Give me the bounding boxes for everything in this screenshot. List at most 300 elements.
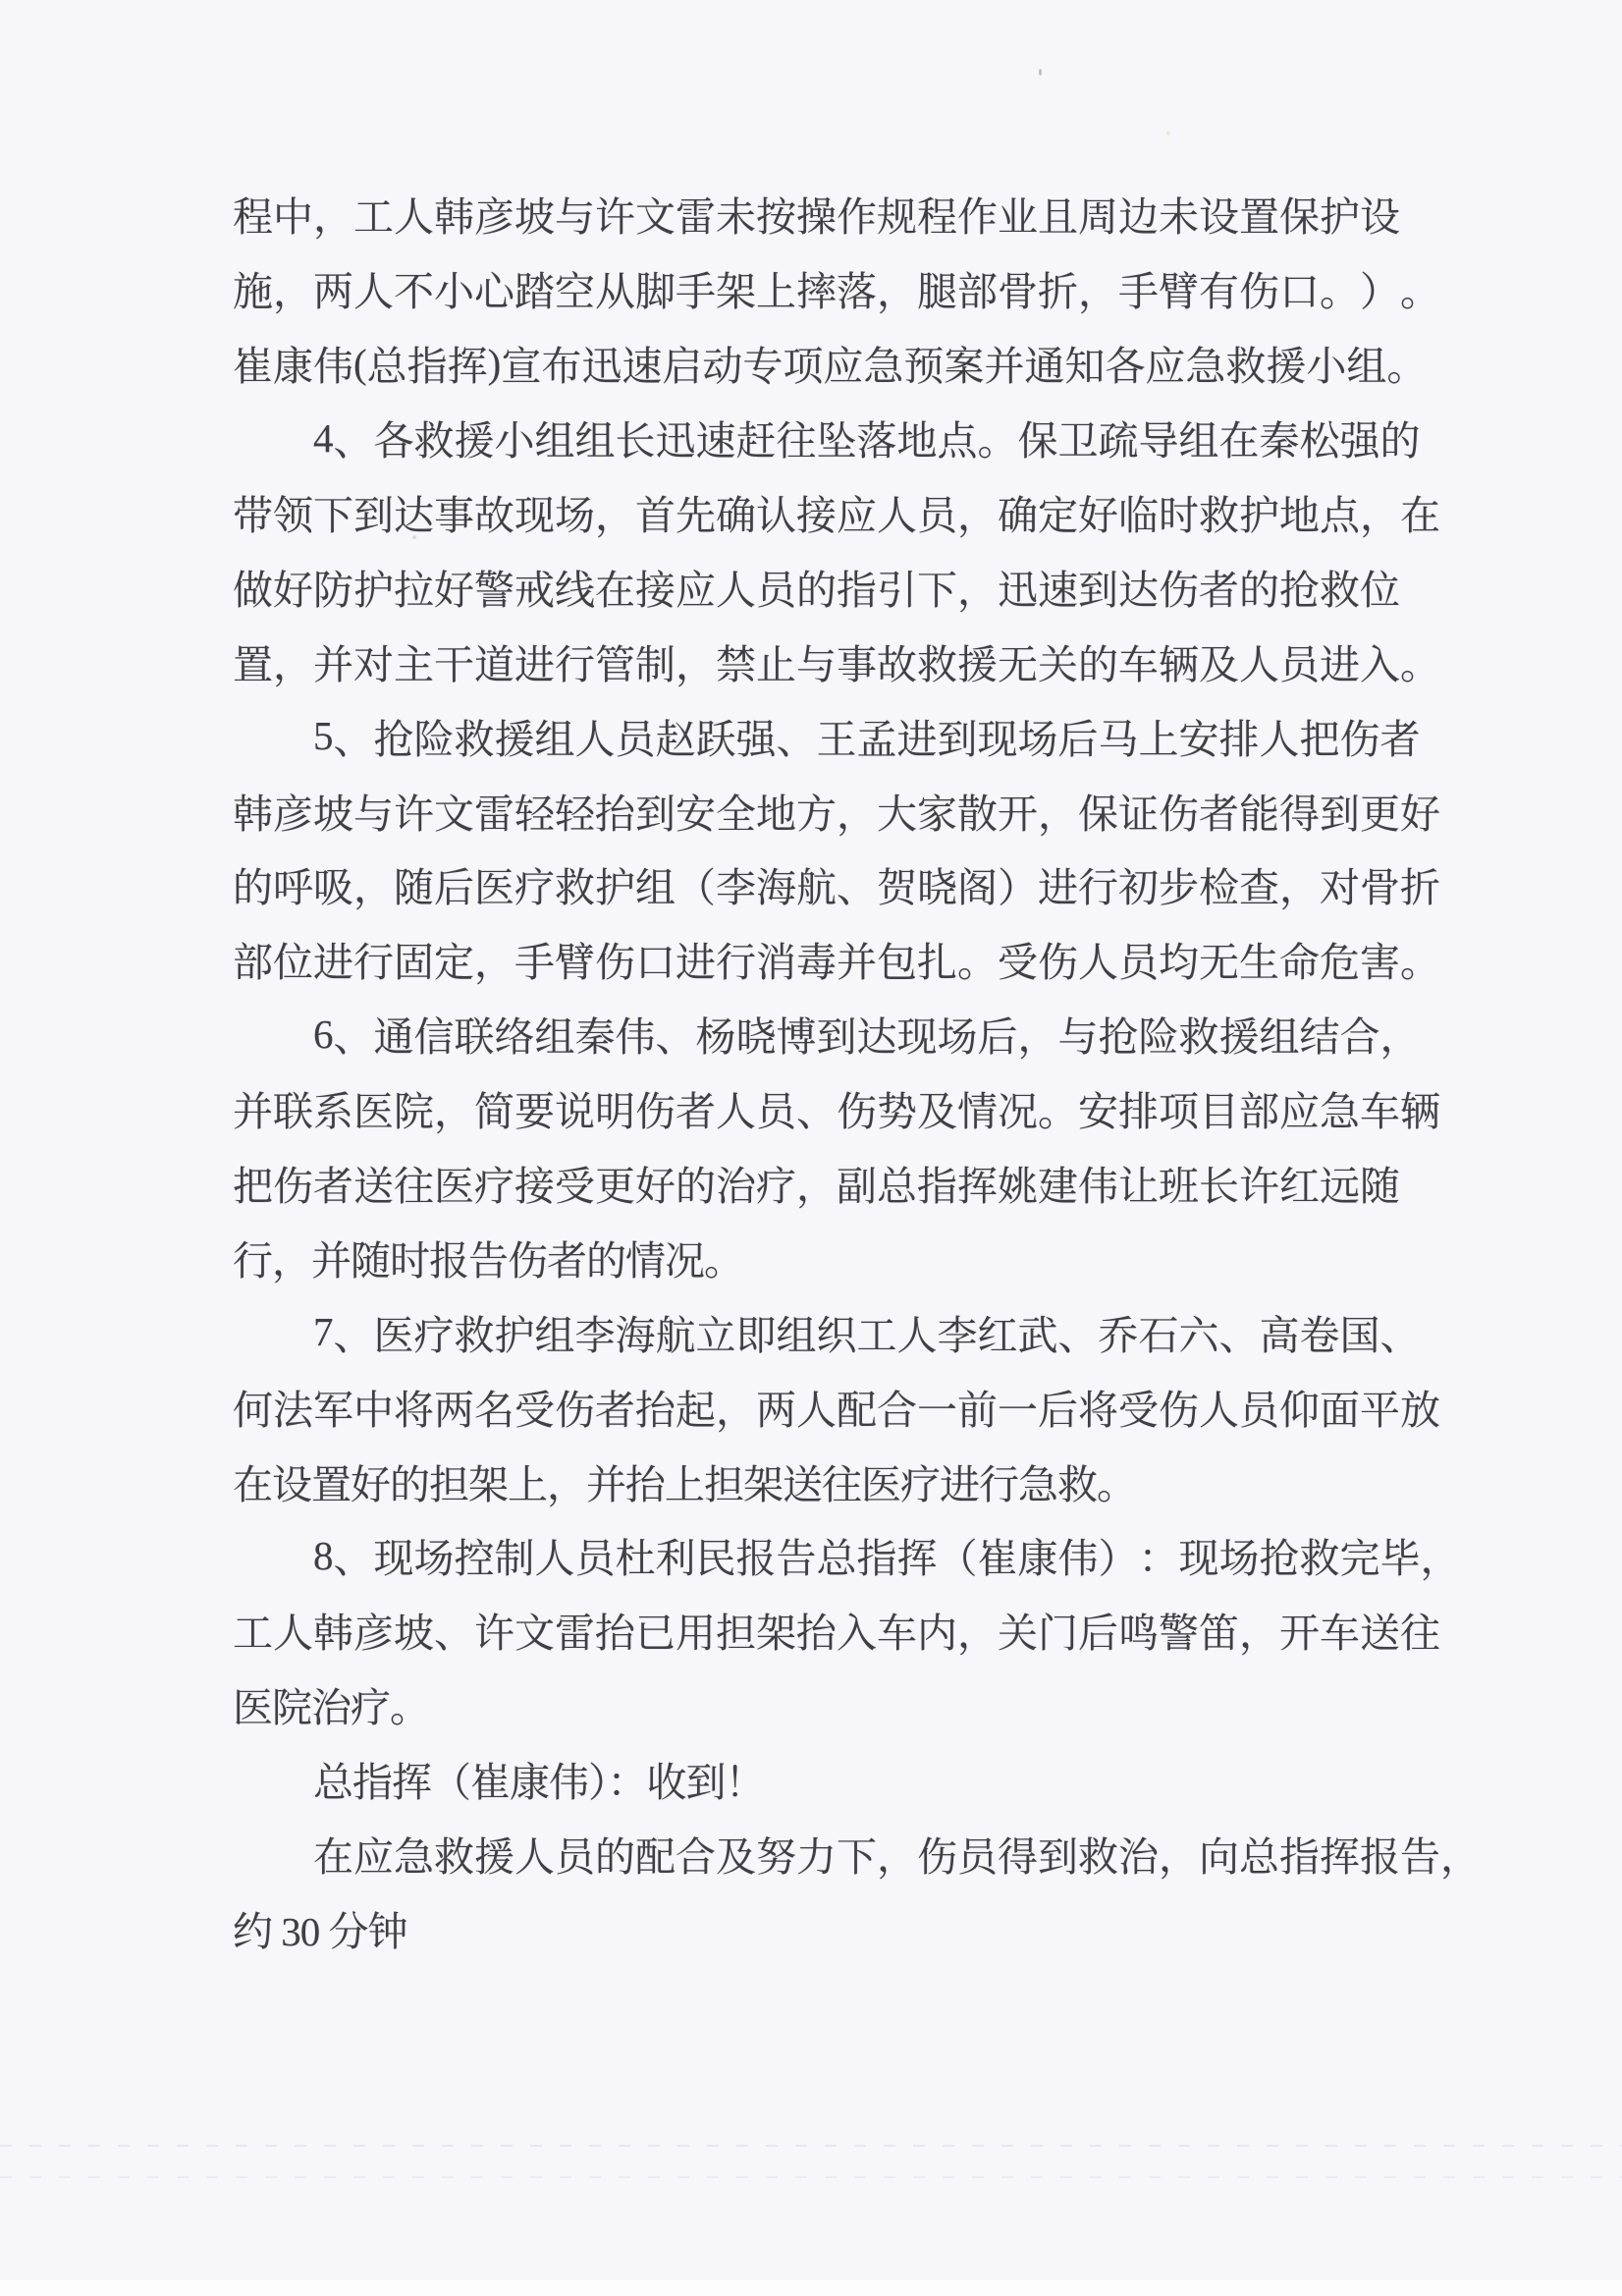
text-char: 现 (373, 1536, 414, 1582)
text-char: 到 (937, 716, 978, 762)
text-char: 警 (1159, 1611, 1199, 1657)
text-char: 救 (1320, 567, 1360, 613)
text-char: 者 (595, 1387, 635, 1433)
text-char: 者 (1199, 567, 1239, 613)
text-char: （ (937, 1536, 978, 1582)
text-char: 杜 (615, 1536, 656, 1582)
text-char: 通 (1024, 344, 1065, 390)
text-char: 与 (555, 194, 595, 241)
text-char: 后 (434, 865, 474, 911)
text-char: 步 (1159, 865, 1199, 911)
text-char: 韩 (434, 194, 474, 241)
text-char: 全 (716, 791, 756, 837)
text-char: 军 (313, 1387, 353, 1433)
text-char: ， (877, 1834, 917, 1881)
scan-edge-strip (0, 2280, 1622, 2296)
text-char: 合 (676, 1834, 716, 1881)
text-char: 明 (595, 1089, 635, 1135)
text-char: 向 (1199, 1834, 1239, 1881)
text-char: 韩 (313, 1611, 353, 1657)
text-line: 行，并随时报告伤者的情况。 (233, 1237, 743, 1284)
text-char: 控 (454, 1536, 495, 1582)
text-char: 康 (273, 344, 313, 390)
text-char: 航 (796, 865, 837, 911)
text-char: 迅 (655, 418, 696, 465)
text-line (233, 475, 1440, 550)
text-char: 进 (514, 641, 555, 687)
text-char: ) (487, 340, 502, 386)
text-char: 文 (514, 1611, 555, 1657)
text-char: 抬 (595, 1611, 635, 1657)
text-char: ， (1420, 1536, 1461, 1582)
text-char: 抢 (1259, 1536, 1300, 1582)
text-char: 援 (454, 418, 495, 465)
text-line: 在设置好的担架上，并抬上担架送往医疗进行急救。 (233, 1461, 1136, 1507)
text-char: 下 (313, 493, 353, 538)
text-char: 、 (796, 1089, 837, 1135)
text-char: （ (676, 865, 716, 911)
text-char: 安 (1178, 716, 1219, 762)
text-char: 部 (957, 269, 998, 315)
text-char: 系 (313, 1089, 353, 1135)
text-char: 笛 (1199, 1611, 1239, 1657)
text-char: 专 (742, 344, 784, 390)
text-char: 指 (406, 344, 448, 390)
text-char: 场 (1218, 1536, 1260, 1582)
text-line (313, 1817, 1481, 1891)
text-char: 手 (1118, 269, 1159, 315)
text-char: 先 (676, 493, 716, 538)
text-char: 辆 (1400, 1089, 1440, 1135)
text-char: 疏 (1098, 418, 1139, 465)
text-char: 伤 (1339, 716, 1380, 762)
text-char: 伤 (273, 1164, 313, 1210)
text-char: 现 (1178, 1536, 1219, 1582)
text-char: 部 (233, 940, 273, 986)
text-char: 织 (816, 1312, 857, 1358)
text-char: 到 (353, 493, 394, 538)
text-char: 落 (856, 418, 897, 465)
scan-speck (1166, 131, 1170, 136)
text-char: 首 (635, 493, 676, 538)
text-char: 者 (1379, 716, 1421, 762)
text-char: ） (998, 865, 1038, 911)
text-char: 赵 (655, 716, 696, 762)
text-char: 一 (998, 1387, 1038, 1433)
text-char: 组 (534, 1312, 575, 1358)
text-char: 法 (273, 1387, 313, 1433)
text-char: 领 (273, 493, 313, 538)
text-char: 救 (454, 1312, 495, 1358)
text-char: 受 (1118, 1387, 1159, 1433)
text-char: 伟 (313, 344, 353, 390)
text-char: 止 (756, 641, 796, 687)
text-char: 入 (1360, 641, 1400, 687)
text-char: 程 (233, 194, 273, 241)
text-char: 、 (1379, 1312, 1421, 1358)
text-char: 。 (1386, 344, 1428, 390)
text-char: 与 (796, 641, 837, 687)
text-char: 地 (756, 791, 796, 837)
text-char: 已 (635, 1611, 676, 1657)
text-char: 包 (877, 940, 917, 986)
text-char: 安 (676, 791, 716, 837)
text-char: 达 (856, 1014, 897, 1061)
text-char: ， (957, 493, 998, 538)
text-char: 远 (1320, 1164, 1360, 1210)
text-char: 地 (1279, 493, 1320, 538)
text-char: 组 (534, 1014, 575, 1061)
text-char: 后 (1057, 716, 1099, 762)
text-char: 强 (735, 716, 777, 762)
text-char: 行 (555, 641, 595, 687)
text-char: 到 (816, 1014, 857, 1061)
text-char: 各 (1105, 344, 1146, 390)
text-char: ， (796, 1164, 837, 1210)
text-line (313, 997, 1421, 1071)
text-char: 好 (635, 1164, 676, 1210)
text-char: 总 (1239, 1834, 1279, 1881)
text-char: 伤 (1159, 791, 1199, 837)
text-char: 从 (595, 269, 635, 315)
text-char: 组 (635, 865, 676, 911)
text-line (233, 773, 1440, 847)
text-char: 作 (837, 194, 877, 241)
text-char: 秦 (574, 1014, 616, 1061)
text-char: ， (1078, 269, 1118, 315)
text-char: ， (273, 641, 313, 687)
text-char: 许 (474, 1611, 514, 1657)
text-char: 踏 (514, 269, 555, 315)
text-char: 无 (998, 641, 1038, 687)
text-char: 往 (394, 1164, 434, 1210)
text-char: 拉 (394, 567, 434, 613)
text-char: 设 (1360, 194, 1400, 241)
text-char: 及 (917, 1089, 957, 1135)
text-char: 随 (394, 865, 434, 911)
text-char: 接 (796, 493, 837, 538)
text-char: 工 (856, 1312, 897, 1358)
text-char: 不 (394, 269, 434, 315)
text-char: 医 (373, 1312, 414, 1358)
text-char: 毒 (796, 940, 837, 986)
text-char: 车 (1320, 1611, 1360, 1657)
scan-artifact-line (0, 2176, 1622, 2178)
text-char: 总 (877, 1164, 917, 1210)
text-char: 确 (998, 493, 1038, 538)
text-char: 事 (837, 641, 877, 687)
text-char: 场 (555, 493, 595, 538)
text-char: 博 (776, 1014, 817, 1061)
text-char: 组 (1259, 1014, 1300, 1061)
text-char: 大 (877, 791, 917, 837)
text-char: 接 (635, 567, 676, 613)
text-char: ， (1360, 493, 1400, 538)
text-char: 挥 (896, 1536, 938, 1582)
text-char: 认 (756, 493, 796, 538)
text-char: 起 (676, 1387, 716, 1433)
text-char: 、 (1057, 1312, 1099, 1358)
text-char: 员 (1118, 940, 1159, 986)
text-char: 均 (1159, 940, 1199, 986)
text-char: 乔 (1098, 1312, 1139, 1358)
text-char: 将 (1078, 1387, 1118, 1433)
text-char: 马 (1098, 716, 1139, 762)
text-char: ， (1239, 1611, 1279, 1657)
text-char: 报 (735, 1536, 777, 1582)
text-char: 卷 (1299, 1312, 1340, 1358)
text-char: 伤 (555, 1387, 595, 1433)
text-char: 预 (903, 344, 945, 390)
text-char: 、 (333, 716, 374, 762)
text-char: 、 (776, 716, 817, 762)
text-char: 人 (1259, 716, 1300, 762)
text-char: 6 (313, 1011, 334, 1057)
text-char: 康 (1017, 1536, 1058, 1582)
text-char: 及 (716, 1834, 756, 1881)
text-char: 李 (716, 865, 756, 911)
text-char: 总 (816, 1536, 857, 1582)
text-char: 主 (394, 641, 434, 687)
text-char: 组 (574, 418, 616, 465)
text-line: 约 30 分钟 (233, 1908, 407, 1954)
text-char: 对 (353, 641, 394, 687)
text-char: 伟 (1078, 1164, 1118, 1210)
text-char: 送 (1360, 1611, 1400, 1657)
text-char: 命 (1279, 940, 1320, 986)
text-char: 秦 (1259, 418, 1300, 465)
text-char: 晓 (917, 865, 957, 911)
text-char: 小 (494, 418, 535, 465)
text-char: 故 (877, 641, 917, 687)
text-char: 应 (1279, 1089, 1320, 1135)
text-char: 确 (716, 493, 756, 538)
text-char: 口 (1279, 269, 1320, 315)
text-char: 点 (937, 418, 978, 465)
text-char: 更 (1360, 791, 1400, 837)
text-char: 援 (1266, 344, 1307, 390)
text-char: 姚 (998, 1164, 1038, 1210)
text-char: 场 (413, 1536, 455, 1582)
text-char: 架 (756, 1611, 796, 1657)
text-char: 辆 (1159, 641, 1199, 687)
text-char: 阁 (957, 865, 998, 911)
text-char: 石 (1138, 1312, 1179, 1358)
text-char: 与 (1057, 1014, 1099, 1061)
text-char: 的 (233, 865, 273, 911)
text-char: 施 (233, 269, 273, 315)
text-char: 合 (1339, 1014, 1380, 1061)
text-char: 。 (1400, 940, 1440, 986)
text-char: 两 (313, 269, 353, 315)
text-char: 力 (796, 1834, 837, 1881)
text-char: 带 (233, 493, 273, 538)
text-char: 4 (313, 414, 334, 461)
text-char: 排 (1118, 1089, 1159, 1135)
text-char: 毕 (1379, 1536, 1421, 1582)
text-char: 努 (756, 1834, 796, 1881)
text-line (233, 1369, 1440, 1444)
text-char: 防 (313, 567, 353, 613)
text-char: 者 (313, 1164, 353, 1210)
text-char: 更 (595, 1164, 635, 1210)
text-char: 抬 (635, 1387, 676, 1433)
scan-artifact-line (0, 2145, 1622, 2147)
text-char: ( (353, 340, 367, 386)
text-char: 员 (574, 1536, 616, 1582)
text-char: 工 (353, 194, 394, 241)
text-char: 8 (313, 1532, 334, 1578)
text-char: 、 (655, 1014, 696, 1061)
text-char: 受 (555, 1164, 595, 1210)
text-char: 送 (353, 1164, 394, 1210)
text-char: 现 (977, 716, 1018, 762)
text-char: ， (1017, 1014, 1058, 1061)
text-char: 险 (1138, 1014, 1179, 1061)
text-char: 彦 (353, 1611, 394, 1657)
text-char: 护 (494, 1312, 535, 1358)
text-char: 及 (1199, 641, 1239, 687)
text-char: 员 (615, 716, 656, 762)
text-char: 国 (1339, 1312, 1380, 1358)
text-line (313, 1518, 1461, 1593)
text-char: 崔 (977, 1536, 1018, 1582)
text-char: 的 (676, 1164, 716, 1210)
text-char: 杨 (695, 1014, 736, 1061)
text-line: 医院治疗。 (233, 1685, 429, 1731)
text-char: 武 (1017, 1312, 1058, 1358)
text-char: 人 (394, 194, 434, 241)
text-char: ， (1159, 1834, 1199, 1881)
text-line (233, 1146, 1400, 1221)
text-char: 接 (514, 1164, 555, 1210)
text-char: 救 (1199, 493, 1239, 538)
text-char: 伤 (635, 1089, 676, 1135)
text-char: 人 (574, 716, 616, 762)
text-char: 臂 (555, 940, 595, 986)
text-char: 援 (957, 641, 998, 687)
text-char: 车 (1360, 1089, 1400, 1135)
text-char: 海 (756, 865, 796, 911)
text-char: 抬 (796, 1611, 837, 1657)
text-line (233, 1593, 1440, 1667)
text-char: 长 (615, 418, 656, 465)
text-char: 在 (595, 567, 635, 613)
text-char: 。 (1320, 269, 1360, 315)
text-char: 固 (394, 940, 434, 986)
text-char: 晓 (735, 1014, 777, 1061)
text-char: 放 (1400, 1387, 1440, 1433)
text-char: 救 (1299, 1536, 1340, 1582)
text-char: 散 (957, 791, 998, 837)
scan-speck (412, 535, 416, 539)
text-char: 各 (373, 418, 414, 465)
text-char: ， (837, 791, 877, 837)
text-char: 内 (917, 1611, 957, 1657)
text-char: 5 (313, 713, 334, 759)
text-char: 救 (1178, 1014, 1219, 1061)
text-char: 案 (944, 344, 985, 390)
text-char: 得 (998, 1834, 1038, 1881)
text-char: 仰 (1279, 1387, 1320, 1433)
text-char: 安 (1078, 1089, 1118, 1135)
text-char: 配 (837, 1387, 877, 1433)
text-char: 折 (1038, 269, 1078, 315)
text-char: 班 (1159, 1164, 1199, 1210)
text-char: ， (676, 641, 716, 687)
text-line (233, 847, 1440, 922)
text-char: 员 (917, 493, 957, 538)
text-char: 组 (534, 716, 575, 762)
text-char: 救 (413, 418, 455, 465)
text-char: 络 (494, 1014, 535, 1061)
text-char: 点 (1320, 493, 1360, 538)
text-char: 伤 (1159, 1387, 1199, 1433)
text-char: 上 (1138, 716, 1179, 762)
text-char: 利 (655, 1536, 696, 1582)
text-char: 的 (595, 1834, 635, 1881)
text-char: 时 (1159, 493, 1199, 538)
text-char: 医 (434, 1164, 474, 1210)
text-char: 疗 (413, 1312, 455, 1358)
text-char: 疗 (474, 1164, 514, 1210)
text-char: 急 (394, 1834, 434, 1881)
text-char: 落 (837, 269, 877, 315)
text-char: 干 (434, 641, 474, 687)
text-char: 按 (756, 194, 796, 241)
text-char: 关 (998, 1611, 1038, 1657)
text-char: 赶 (735, 418, 777, 465)
text-char: 在 (313, 1834, 353, 1881)
text-char: 一 (917, 1387, 957, 1433)
text-char: 动 (702, 344, 743, 390)
text-char: 李 (937, 1312, 978, 1358)
text-char: 抢 (1098, 1014, 1139, 1061)
text-char: 挥 (447, 344, 488, 390)
text-char: 员 (756, 1089, 796, 1135)
text-char: 把 (233, 1164, 273, 1210)
text-char: ， (716, 1387, 756, 1433)
text-char: 员 (1239, 1387, 1279, 1433)
text-char: 鸣 (1118, 1611, 1159, 1657)
text-char: 未 (716, 194, 756, 241)
text-char: 坡 (394, 1611, 434, 1657)
text-char: 联 (273, 1089, 313, 1135)
text-char: 车 (1118, 641, 1159, 687)
text-char: 贺 (877, 865, 917, 911)
text-char: ， (1440, 1834, 1481, 1881)
text-char: 程 (917, 194, 957, 241)
text-char: 护 (595, 865, 635, 911)
text-char: 李 (574, 1312, 616, 1358)
text-char: 人 (1078, 940, 1118, 986)
text-char: 护 (1239, 493, 1279, 538)
text-line (233, 251, 1440, 326)
text-char: 即 (735, 1312, 777, 1358)
text-char: 疗 (514, 865, 555, 911)
text-char: 制 (635, 641, 676, 687)
text-char: 势 (877, 1089, 917, 1135)
text-char: ， (474, 940, 514, 986)
text-char: 迅 (581, 344, 622, 390)
text-char: 人 (896, 1312, 938, 1358)
text-char: 伤 (1239, 269, 1279, 315)
text-char: 好 (273, 567, 313, 613)
text-char: 设 (1199, 194, 1239, 241)
text-char: 崔 (233, 344, 273, 390)
text-char: 告 (1400, 1834, 1440, 1881)
text-char: 指 (856, 1536, 897, 1582)
